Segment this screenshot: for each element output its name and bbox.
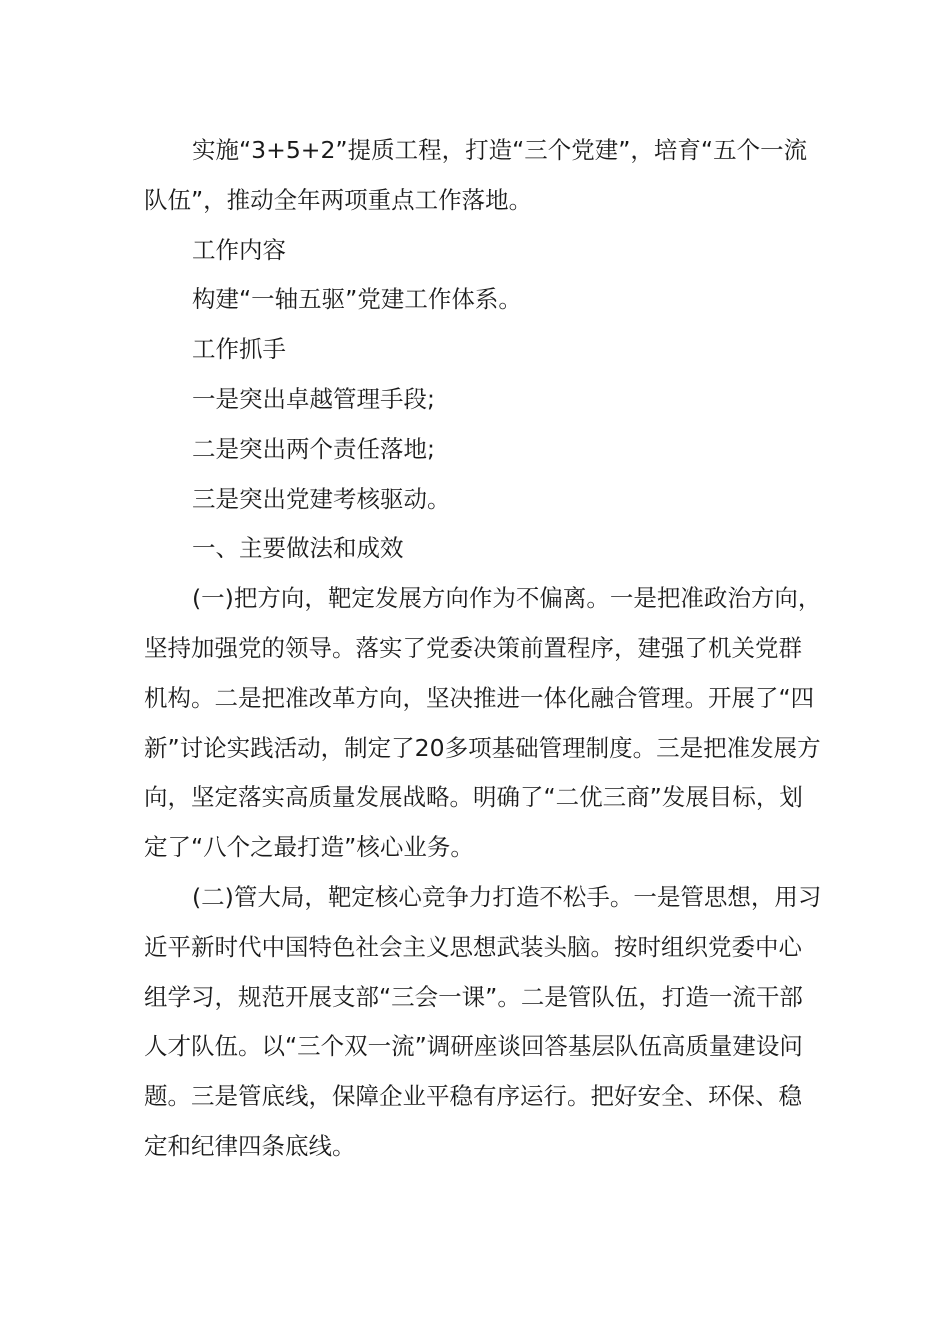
list-item-approach-3: 三是突出党建考核驱动。 [192, 484, 451, 513]
section-heading-main-practices: 一、主要做法和成效 [192, 534, 404, 563]
list-item-approach-2: 二是突出两个责任落地; [192, 434, 435, 463]
heading-work-approach: 工作抓手 [192, 335, 286, 364]
document-body [144, 126, 824, 1172]
paragraph-overall-situation: (二)管大局，靶定核心竞争力打造不松手。一是管思想，用习近平新时代中国特色社会主义思想武装头脑。按时组织党委中心组学习，规范开展支部“三会一课”。二是管队伍，打造一流干部人才队伍。以“三个双一流”调研座谈回答基层队伍高质量建设问题。三是管底线，保障企业平稳有序运行。把好安全、环保、稳定和纪律四条底线。 [144, 882, 822, 1160]
paragraph-intro: 实施“3+5+2”提质工程，打造“三个党建”，培育“五个一流队伍”，推动全年两项重点工作落地。 [144, 136, 808, 214]
heading-work-content: 工作内容 [192, 235, 286, 264]
paragraph-work-content: 构建“一轴五驱”党建工作体系。 [192, 285, 522, 314]
list-item-approach-1: 一是突出卓越管理手段; [192, 384, 435, 413]
paragraph-direction: (一)把方向，靶定发展方向作为不偏离。一是把准政治方向，坚持加强党的领导。落实了党委决策前置程序，建强了机关党群机构。二是把准改革方向，坚决推进一体化融合管理。开展了“四新”讨论实践活动，制定了20多项基础管理制度。三是把准发展方向，坚定落实高质量发展战略。明确了“二优三商”发展目标，划定了“八个之最打造”核心业务。 [144, 584, 822, 862]
